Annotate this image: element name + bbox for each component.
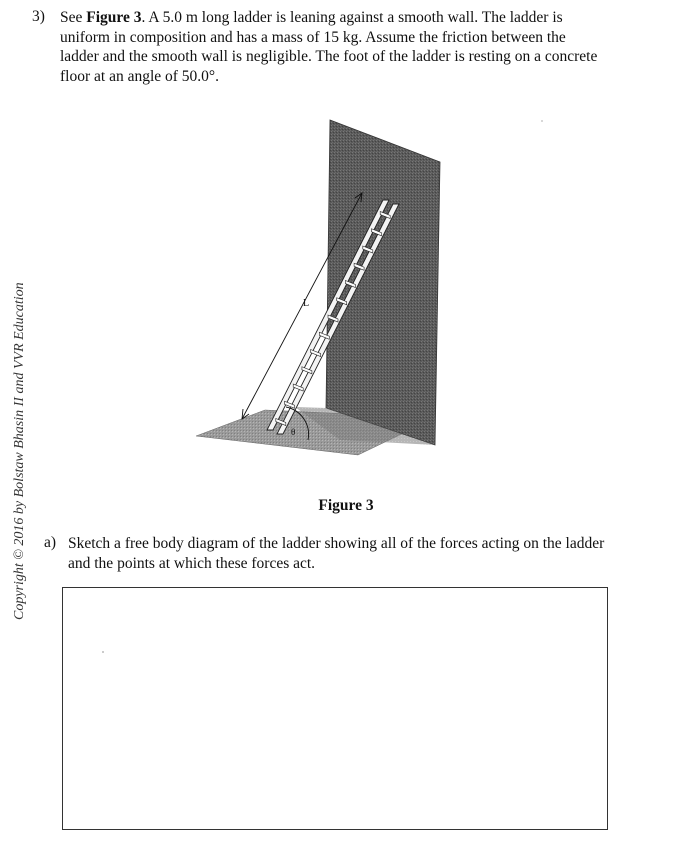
angle-label: θ	[291, 427, 296, 437]
question-text	[60, 8, 600, 86]
part-a-text: Sketch a free body diagram of the ladder showing all of the forces acting on the ladder and the points at which these forces act.	[68, 535, 605, 572]
scan-speck	[102, 651, 104, 653]
question-body: . A 5.0 m long ladder is leaning against a smooth wall. The ladder is uniform in composition and has a mass of 15 kg. Assume the friction between the ladder and the smooth wall is negligible. The foot of the ladder is resting on a concrete floor at an angle of 50.0°.	[60, 9, 598, 85]
question-lead: See	[60, 9, 87, 26]
length-label: L	[303, 298, 310, 309]
question-number: 3)	[32, 8, 45, 25]
ladder-illustration	[190, 110, 450, 460]
answer-box[interactable]	[62, 587, 608, 830]
part-a-label: a)	[44, 534, 57, 551]
scan-speck	[541, 120, 543, 122]
figure-reference: Figure 3	[86, 9, 142, 26]
side-copyright: Copyright © 2016 by Bolstaw Bhasin II and VVR Education	[12, 282, 27, 620]
ladder-figure	[190, 110, 450, 460]
figure-caption: Figure 3	[318, 497, 374, 514]
